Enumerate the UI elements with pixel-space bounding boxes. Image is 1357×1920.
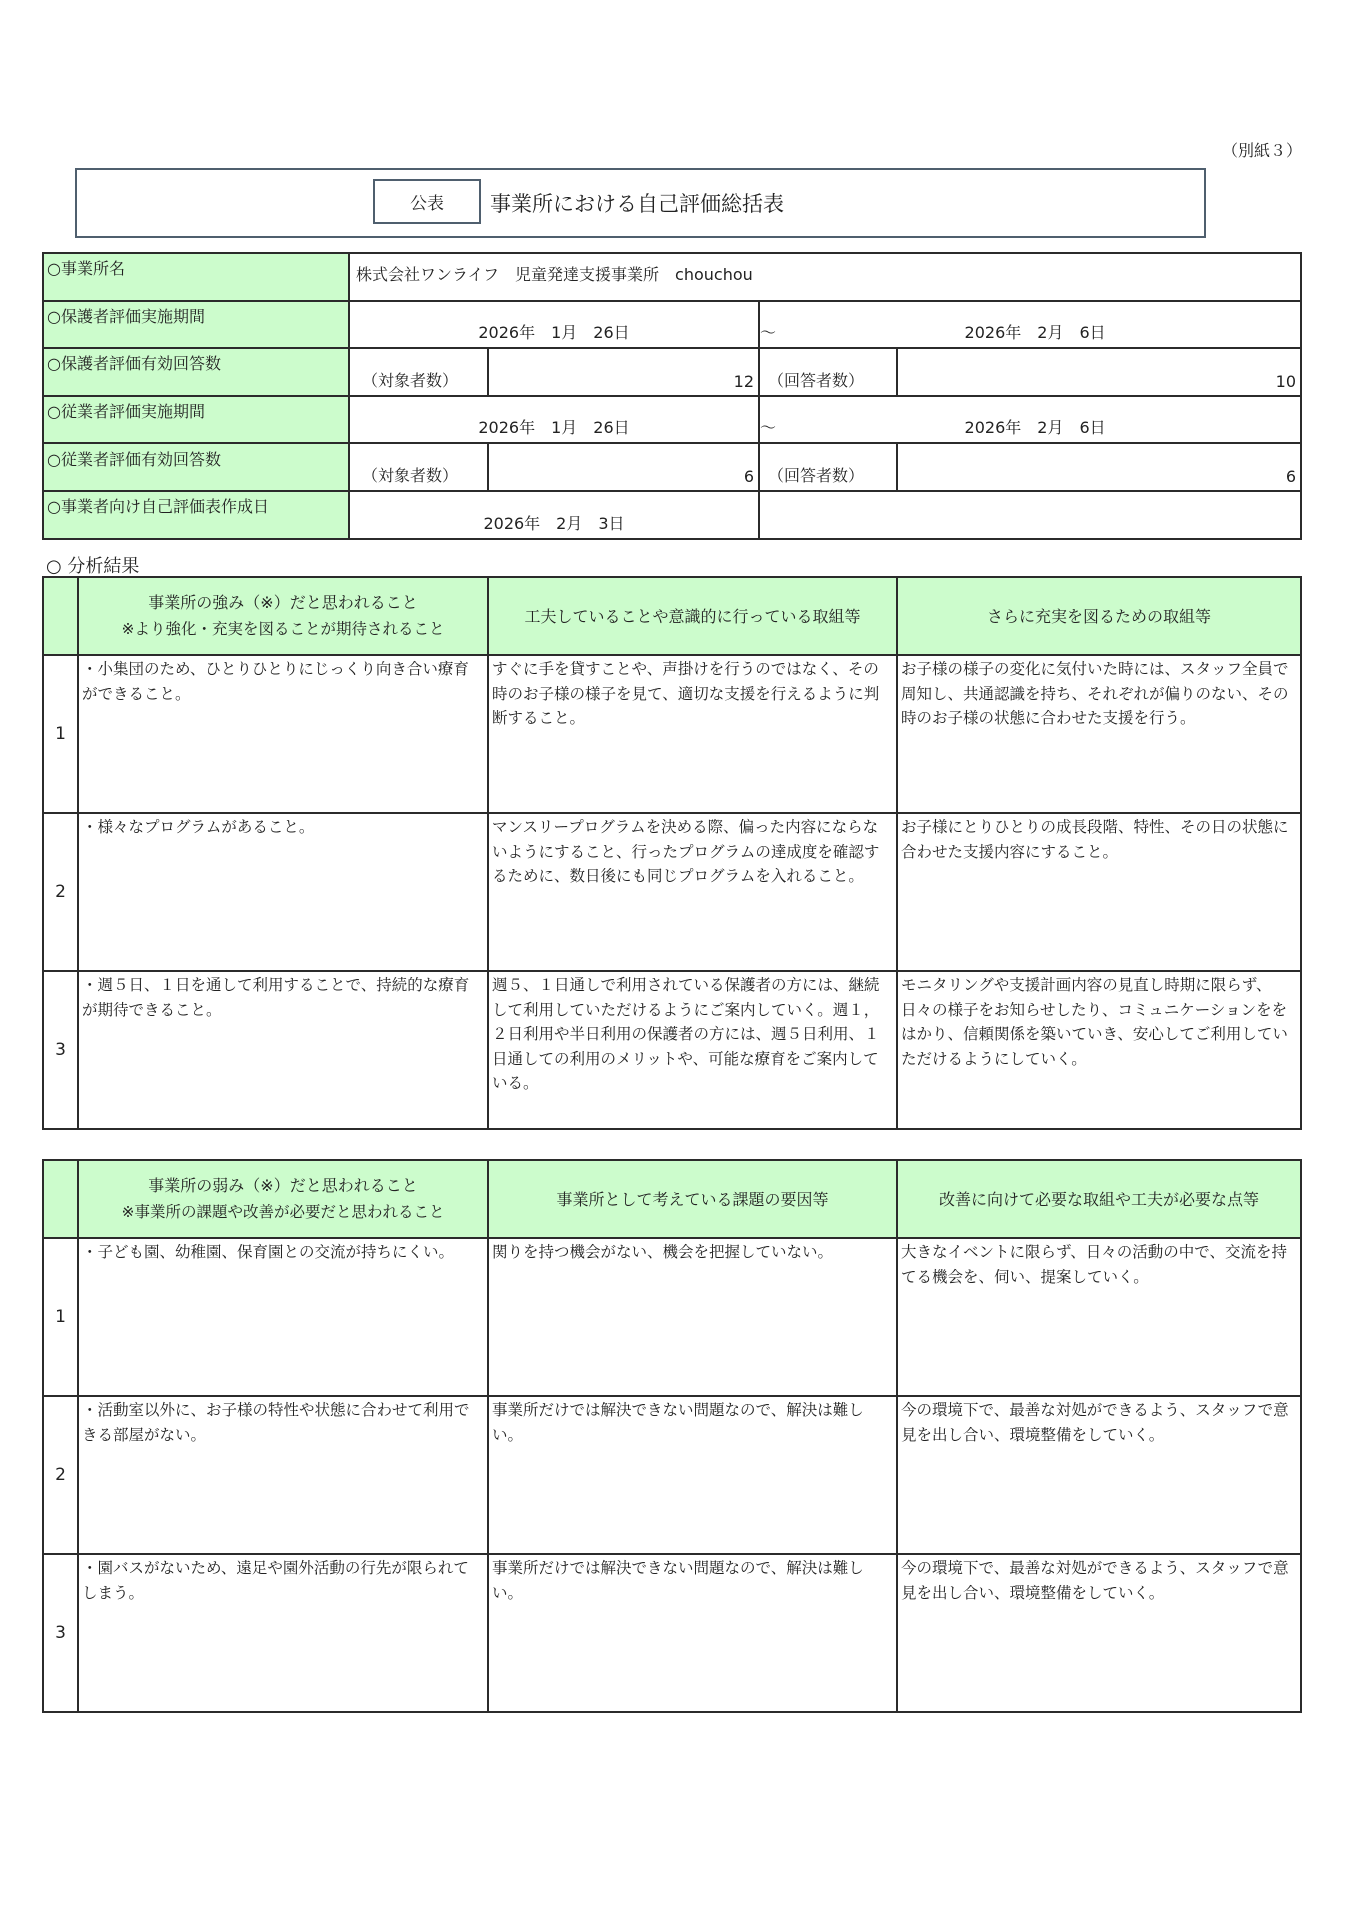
strengths-table [42,576,1302,1130]
improvement-text: 今の環境下で、最善な対処ができるよう、スタッフで意見を出し合い、環境整備をしていく。 [897,1396,1301,1554]
weakness-text: ・子ども園、幼稚園、保育園との交流が持ちにくい。 [78,1238,488,1396]
weaknesses-header-col1-title: 事業所の弱み（※）だと思われること [148,1176,418,1195]
weaknesses-header-col1 [78,1160,488,1238]
row-number: 1 [43,1238,78,1396]
guardian-count-label: ○保護者評価有効回答数 [43,348,349,396]
weaknesses-header-col2: 事業所として考えている課題の要因等 [488,1160,897,1238]
enhancement-text: お子様の様子の変化に気付いた時には、スタッフ全員で周知し、共通認識を持ち、それぞれが偏りのない、その時のお子様の状態に合わせた支援を行う。 [897,655,1301,813]
weaknesses-table [42,1159,1302,1713]
table-row [43,1554,1301,1712]
weaknesses-header-no [43,1160,78,1238]
created-date-blank [759,491,1301,539]
page-title: 事業所における自己評価総括表 [490,192,784,216]
info-table [42,252,1302,540]
strengths-header-col1-note: ※より強化・充実を図ることが期待されること [121,620,445,638]
effort-text: マンスリープログラムを決める際、偏った内容にならないようにすること、行ったプログラムの達成度を確認するために、数日後にも同じプログラムを入れること。 [488,813,897,971]
table-row [43,971,1301,1129]
strength-text: ・様々なプログラムがあること。 [78,813,488,971]
staff-period-end-cell [759,396,1301,444]
strengths-header-col2: 工夫していることや意識的に行っている取組等 [488,577,897,655]
created-date-value: 2026年 2月 3日 [349,491,759,539]
annex-label: （別紙３） [1222,141,1303,160]
office-name-label: ○事業所名 [43,253,349,301]
staff-respondent-label: （回答者数） [759,443,897,491]
guardian-period-end: 2026年 2月 6日 [964,323,1106,343]
info-row-staff-period [43,396,1301,444]
weaknesses-header-col1-note: ※事業所の課題や改善が必要だと思われること [121,1203,445,1221]
info-row-staff-count [43,443,1301,491]
weakness-text: ・活動室以外に、お子様の特性や状態に合わせて利用できる部屋がない。 [78,1396,488,1554]
guardian-period-separator: ～ [760,323,777,343]
strengths-header-row [43,577,1301,655]
strengths-header-col3: さらに充実を図るための取組等 [897,577,1301,655]
row-number: 3 [43,1554,78,1712]
strengths-header-col1 [78,577,488,655]
cause-text: 事業所だけでは解決できない問題なので、解決は難しい。 [488,1554,897,1712]
cause-text: 事業所だけでは解決できない問題なので、解決は難しい。 [488,1396,897,1554]
staff-period-end: 2026年 2月 6日 [964,418,1106,438]
weaknesses-header-row [43,1160,1301,1238]
improvement-text: 大きなイベントに限らず、日々の活動の中で、交流を持てる機会を、伺い、提案していく。 [897,1238,1301,1396]
row-number: 3 [43,971,78,1129]
guardian-target-label: （対象者数） [349,348,488,396]
staff-count-label: ○従業者評価有効回答数 [43,443,349,491]
guardian-respondent-label: （回答者数） [759,348,897,396]
staff-period-separator: ～ [760,418,777,438]
strengths-header-col1-title: 事業所の強み（※）だと思われること [148,593,418,612]
guardian-period-label: ○保護者評価実施期間 [43,301,349,349]
table-row [43,655,1301,813]
effort-text: 週５、１日通しで利用されている保護者の方には、継続して利用していただけるようにご案内していく。週１，２日利用や半日利用の保護者の方には、週５日利用、１日通しての利用のメリットや、可能な療育をご案内している。 [488,971,897,1129]
guardian-target-value: 12 [488,348,759,396]
info-row-guardian-count [43,348,1301,396]
improvement-text: 今の環境下で、最善な対処ができるよう、スタッフで意見を出し合い、環境整備をしていく。 [897,1554,1301,1712]
strength-text: ・週５日、１日を通して利用することで、持続的な療育が期待できること。 [78,971,488,1129]
staff-period-label: ○従業者評価実施期間 [43,396,349,444]
info-row-guardian-period [43,301,1301,349]
info-row-created [43,491,1301,539]
guardian-period-end-cell [759,301,1301,349]
staff-period-start: 2026年 1月 26日 [349,396,759,444]
info-row-office [43,253,1301,301]
staff-target-value: 6 [488,443,759,491]
table-row [43,1396,1301,1554]
row-number: 2 [43,813,78,971]
weakness-text: ・園バスがないため、遠足や園外活動の行先が限られてしまう。 [78,1554,488,1712]
public-badge: 公表 [373,179,481,224]
guardian-respondent-value: 10 [897,348,1301,396]
strengths-header-no [43,577,78,655]
enhancement-text: お子様にとりひとりの成長段階、特性、その日の状態に合わせた支援内容にすること。 [897,813,1301,971]
row-number: 1 [43,655,78,813]
office-name-value: 株式会社ワンライフ 児童発達支援事業所 chouchou [349,253,1301,301]
row-number: 2 [43,1396,78,1554]
table-row [43,813,1301,971]
enhancement-text: モニタリングや支援計画内容の見直し時期に限らず、日々の様子をお知らせしたり、コミュニケーションををはかり、信頼関係を築いていき、安心してご利用していただけるようにしていく。 [897,971,1301,1129]
analysis-section-label: ○ 分析結果 [46,556,140,577]
table-row [43,1238,1301,1396]
created-date-label: ○事業者向け自己評価表作成日 [43,491,349,539]
effort-text: すぐに手を貸すことや、声掛けを行うのではなく、その時のお子様の様子を見て、適切な支援を行えるように判断すること。 [488,655,897,813]
strength-text: ・小集団のため、ひとりひとりにじっくり向き合い療育ができること。 [78,655,488,813]
weaknesses-header-col3: 改善に向けて必要な取組や工夫が必要な点等 [897,1160,1301,1238]
cause-text: 関りを持つ機会がない、機会を把握していない。 [488,1238,897,1396]
staff-respondent-value: 6 [897,443,1301,491]
guardian-period-start: 2026年 1月 26日 [349,301,759,349]
staff-target-label: （対象者数） [349,443,488,491]
